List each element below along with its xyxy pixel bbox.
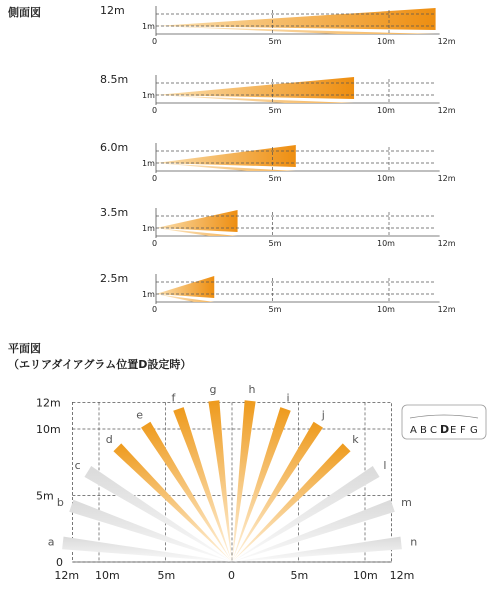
- upper-beam: [156, 77, 354, 99]
- side-tick-label: 0: [152, 239, 158, 248]
- side-row: [100, 4, 456, 46]
- unit-height-label: 1m: [142, 91, 155, 100]
- range-label: 3.5m: [100, 206, 129, 219]
- zone-label-i: i: [286, 391, 290, 405]
- side-tick-label: 10m: [377, 106, 395, 115]
- position-e: E: [450, 425, 457, 436]
- range-label: 6.0m: [100, 141, 129, 154]
- plan-x-tick: 0: [228, 569, 235, 582]
- side-row: [100, 272, 456, 314]
- range-label: 8.5m: [100, 73, 129, 86]
- side-tick-label: 0: [152, 174, 158, 183]
- side-tick-label: 12m: [437, 239, 456, 248]
- side-tick-label: 12m: [437, 106, 456, 115]
- zone-label-e: e: [136, 408, 144, 422]
- side-tick-label: 5m: [268, 239, 282, 248]
- side-tick-label: 10m: [377, 37, 395, 46]
- unit-height-label: 1m: [142, 290, 155, 299]
- side-tick-label: 10m: [377, 174, 395, 183]
- zone-label-b: b: [56, 495, 64, 509]
- side-tick-label: 12m: [437, 174, 456, 183]
- upper-beam: [156, 8, 436, 30]
- side-tick-label: 12m: [437, 37, 456, 46]
- position-selector: [402, 405, 486, 439]
- zone-label-m: m: [401, 495, 412, 509]
- side-view-title: 側面図: [8, 6, 41, 19]
- unit-height-label: 1m: [142, 22, 155, 31]
- plan-y-tick: 5m: [36, 489, 54, 503]
- side-row: [100, 206, 456, 248]
- zone-beam-h: [232, 400, 256, 561]
- unit-height-label: 1m: [142, 224, 155, 233]
- side-tick-label: 0: [152, 106, 158, 115]
- upper-beam: [156, 210, 238, 232]
- plan-x-tick: 12m: [54, 569, 80, 582]
- upper-beam: [156, 145, 296, 167]
- plan-x-tick: 5m: [157, 569, 176, 582]
- upper-beam: [156, 276, 214, 298]
- plan-x-tick: 10m: [95, 569, 120, 582]
- side-row: [100, 73, 456, 115]
- side-tick-label: 0: [152, 305, 158, 314]
- unit-height-label: 1m: [142, 159, 155, 168]
- plan-view-subtitle: （エリアダイアグラム位置D設定時）: [8, 358, 192, 371]
- side-tick-label: 5m: [268, 305, 282, 314]
- plan-view-title: 平面図: [8, 342, 41, 355]
- position-a: A: [410, 425, 417, 436]
- plan-x-tick: 10m: [353, 569, 378, 582]
- side-tick-label: 10m: [377, 239, 395, 248]
- side-tick-label: 5m: [268, 37, 282, 46]
- plan-x-tick: 5m: [290, 569, 309, 582]
- plan-y-tick: 12m: [36, 396, 61, 410]
- plan-grid: [72, 402, 391, 562]
- zone-beam-g: [208, 400, 232, 561]
- zone-label-k: k: [352, 432, 359, 446]
- side-row: [100, 141, 456, 183]
- zone-label-g: g: [209, 382, 217, 396]
- position-c: C: [430, 425, 437, 436]
- zone-label-j: j: [321, 408, 325, 422]
- plan-y-tick: 0: [56, 556, 63, 569]
- position-b: B: [420, 425, 427, 436]
- zone-label-f: f: [171, 391, 176, 405]
- plan-y-tick: 10m: [36, 423, 61, 436]
- zone-label-l: l: [383, 458, 387, 472]
- zone-label-d: d: [105, 432, 113, 446]
- position-g: G: [470, 425, 478, 436]
- plan-view-diagram: [36, 383, 417, 582]
- side-tick-label: 10m: [377, 305, 395, 314]
- position-f: F: [460, 425, 466, 436]
- zone-beam-n: [233, 537, 402, 562]
- plan-x-tick: 12m: [389, 569, 415, 582]
- position-d: D: [440, 423, 450, 436]
- zone-label-a: a: [47, 535, 55, 549]
- range-label: 12m: [100, 4, 125, 17]
- zone-label-n: n: [410, 535, 418, 549]
- range-label: 2.5m: [100, 272, 129, 285]
- zone-label-h: h: [248, 382, 256, 396]
- zone-label-c: c: [74, 458, 81, 472]
- side-view-rows: [100, 4, 456, 314]
- side-tick-label: 0: [152, 37, 158, 46]
- side-tick-label: 5m: [268, 174, 282, 183]
- zone-beam-a: [62, 537, 231, 562]
- side-tick-label: 12m: [437, 305, 456, 314]
- side-tick-label: 5m: [268, 106, 282, 115]
